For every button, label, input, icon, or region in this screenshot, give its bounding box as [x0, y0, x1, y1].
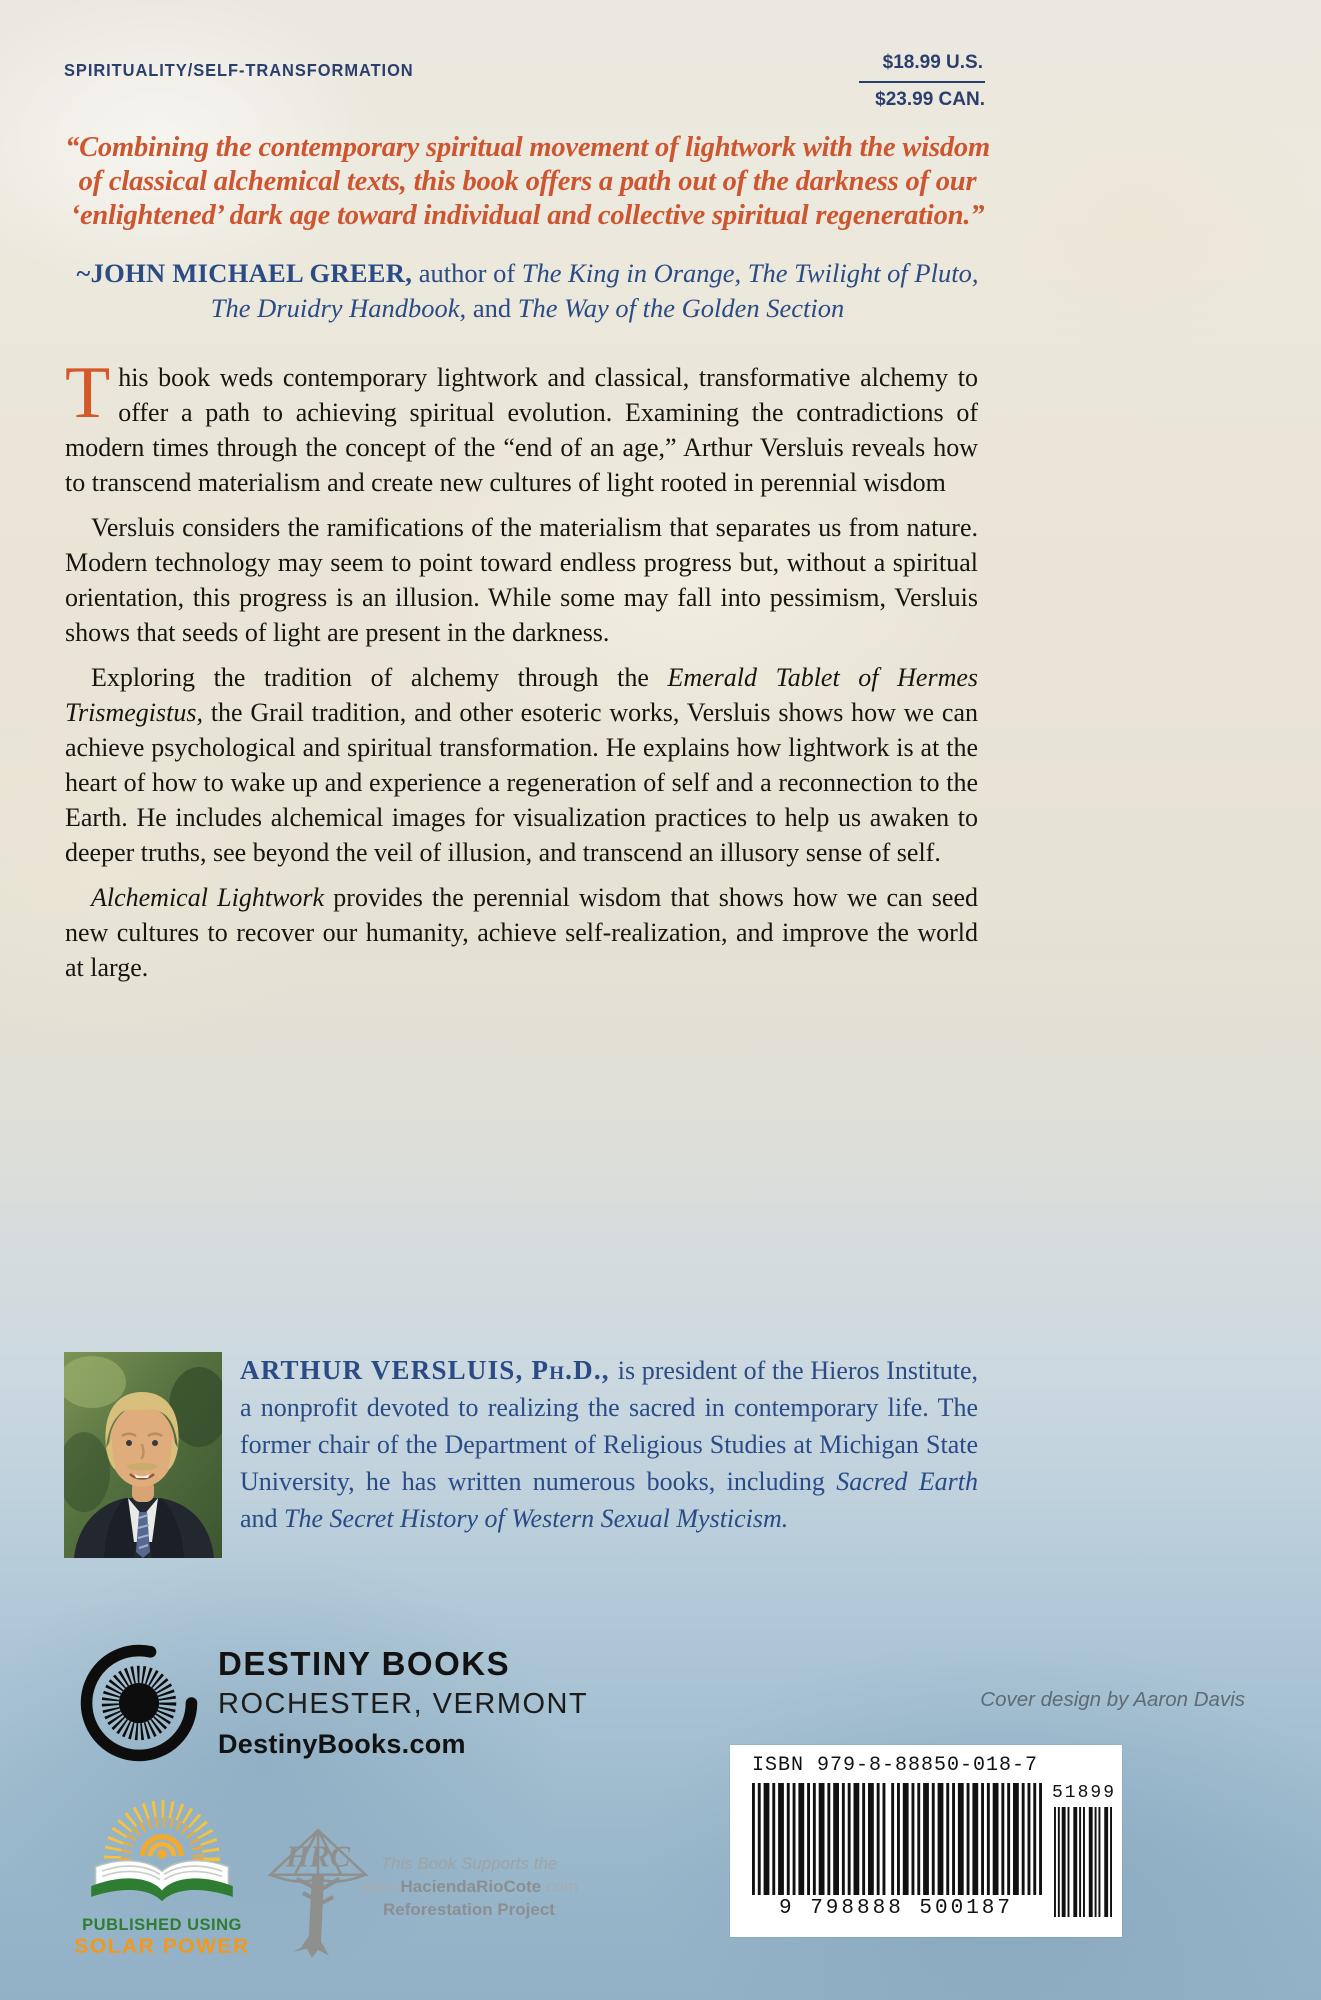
synopsis-paragraph-2: Versluis considers the ramifications of the materialism that separates us from nature. Modern technology may seem to point toward endless progress but, without a spiritual orientation, this progress is an illusion. While some may fall into pessimism, Versluis shows that seeds of light are present in the darkness.: [65, 513, 978, 647]
ean-digits: 9 798888 500187: [778, 1897, 1014, 1920]
reforestation-credit: [356, 1852, 582, 1921]
publisher-location: ROCHESTER, VERMONT: [218, 1688, 589, 1720]
author-bio: ARTHUR VERSLUIS, Ph.D., is president of the Hieros Institute, a nonprofit devoted to realizing the sacred in contemporary life. The former chair of the Department of Religious Studies at Michigan State University, he has written numerous books, including Sacred Earth and The Secret History of Western Sexual Mysticism.: [240, 1355, 978, 1533]
reforestation-line2: www.HaciendaRioCote.com: [359, 1877, 579, 1896]
isbn-label: ISBN 979-8-88850-018-7: [751, 1754, 1039, 1777]
author-photo: [64, 1352, 222, 1558]
solar-power-badge: [74, 1796, 250, 1959]
svg-text:HRC: HRC: [285, 1839, 351, 1874]
solar-badge-line2: SOLAR POWER: [74, 1935, 250, 1958]
sun-book-icon: [74, 1796, 250, 1914]
price-us: $18.99 U.S.: [859, 52, 985, 83]
reforestation-line1: This Book Supports the: [380, 1854, 558, 1873]
barcode-addon-bars-icon: [1054, 1807, 1112, 1917]
solar-badge-line1: PUBLISHED USING: [82, 1916, 242, 1934]
synopsis-paragraph-1-text: his book weds contemporary lightwork and classical, transformative alchemy to offer a path to achieving spiritual evolution. Examining the contradictions of modern times through the concept of the “end of an age,” Arthur Versluis reveals how to transcend materialism and create new cultures of light rooted in perennial wisdom: [65, 363, 978, 497]
price-block: [859, 52, 985, 111]
synopsis: [65, 352, 979, 995]
category-label: SPIRITUALITY/SELF-TRANSFORMATION: [64, 60, 414, 80]
publisher-website: DestinyBooks.com: [218, 1729, 466, 1759]
isbn-barcode: [730, 1745, 1122, 1937]
endorsement-quote: “Combining the contemporary spiritual movement of lightwork with the wisdom of classical alchemical texts, this book offers a path out of the darkness of our ‘enlightened’ dark age toward individual and collective spiritual regeneration.”: [65, 132, 990, 231]
price-addon-code: 51899: [1052, 1783, 1117, 1803]
cover-design-credit: Cover design by Aaron Davis: [980, 1688, 1245, 1711]
endorsement-attribution: ~JOHN MICHAEL GREER, author of The King in Orange, The Twilight of Pluto, The Druidry Handbook, and The Way of the Golden Section: [76, 258, 979, 323]
synopsis-paragraph-4: Alchemical Lightwork provides the perennial wisdom that shows how we can seed new cultures to recover our humanity, achieve self-realization, and improve the world at large.: [65, 883, 978, 982]
barcode-bars-icon: [752, 1783, 1042, 1895]
publisher-name: DESTINY BOOKS: [218, 1645, 511, 1682]
reforestation-line3: Reforestation Project: [383, 1900, 555, 1919]
synopsis-paragraph-1: [65, 352, 978, 500]
drop-cap: T: [65, 352, 111, 434]
sun-crescent-logo-icon: [78, 1642, 200, 1764]
price-can: $23.99 CAN.: [875, 89, 985, 110]
synopsis-paragraph-3: Exploring the tradition of alchemy through the Emerald Tablet of Hermes Trismegistus, the Grail tradition, and other esoteric works, Versluis shows how we can achieve psychological and spiritual transformation. He explains how lightwork is at the heart of how to wake up and experience a regeneration of self and a reconnection to the Earth. He includes alchemical images for visualization practices to help us awaken to deeper truths, see beyond the veil of illusion, and transcend an illusory sense of self.: [65, 663, 979, 867]
